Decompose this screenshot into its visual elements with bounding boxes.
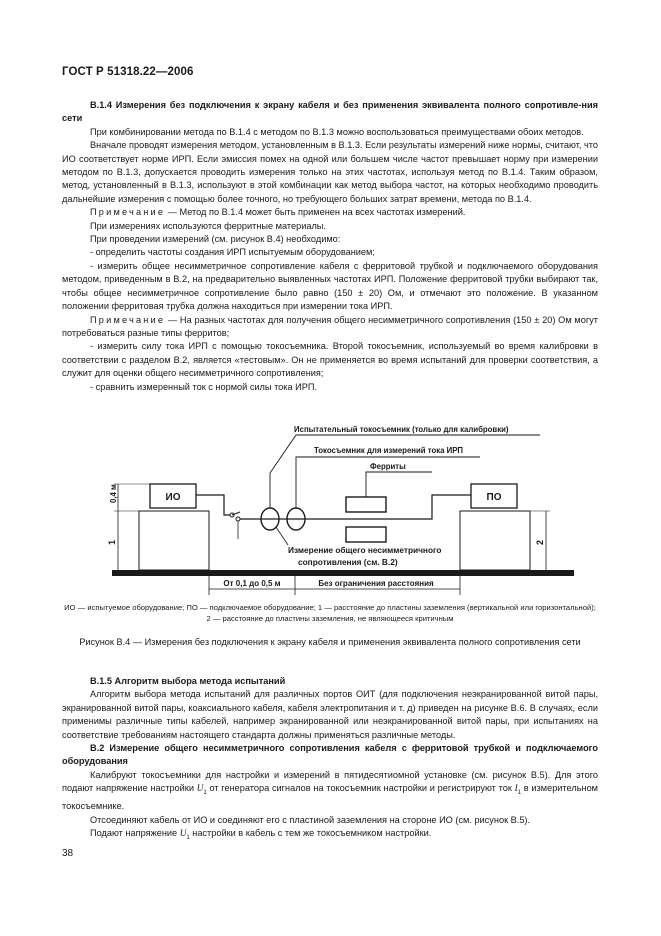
list-item: - сравнить измеренный ток с нормой силы тока ИРП.: [90, 381, 318, 392]
section-top: [62, 99, 598, 394]
list-item: - измерить общее несимметричное сопротивление кабеля с ферритовой трубкой и подключаемого оборудования методом, приведенным в В.2, на предварительно выявленных частотах ИРП. Положение ферритовой трубки выбирают так, чтобы общее несимметричное сопротивление было равно (150 ± 20) Ом, и отмечают это положение. В указанном положении ферритовая трубка должна находиться при измерении тока ИРП.: [62, 260, 598, 312]
paragraph: При измерениях используются ферритные материалы.: [90, 220, 326, 231]
page-number: 38: [62, 848, 74, 859]
eut-table: [139, 511, 209, 570]
section-bottom: [62, 675, 598, 846]
label-ferrites: Ферриты: [370, 462, 406, 471]
section-title-b14: В.1.4 Измерения без подключения к экрану кабеля и без применения эквивалента полного сопротивле-ния сети: [62, 100, 598, 124]
label-measurement-probe: Токосъемник для измерений тока ИРП: [314, 446, 464, 455]
document-header: ГОСТ Р 51318.22—2006: [62, 66, 194, 78]
ae-table: [460, 511, 530, 570]
figure-caption: Рисунок В.4 — Измерения без подключения к экрану кабеля и применения эквивалента полного сопротивления сети: [79, 637, 581, 647]
figure-legend: ИО — испытуемое оборудование; ПО — подключаемое оборудование; 1 — расстояние до пластины заземления (вертикальной или горизонтальной); 2 — расстояние до пластины заземления, не являющееся критичным: [64, 603, 596, 623]
section-title-b15: В.1.5 Алгоритм выбора метода испытаний: [90, 676, 286, 686]
note-label: Примечание: [90, 207, 166, 218]
cable-ae: [240, 495, 471, 519]
paragraph: Подают напряжение $U_1$ настройки в кабель с тем же токосъемником настройки.: [90, 828, 432, 842]
note-text: — Метод по В.1.4 может быть применен на всех частотах измерений.: [165, 207, 466, 218]
eut-label: ИО: [165, 492, 181, 503]
paragraph: При проведении измерений (см. рисунок В.4) необходимо:: [90, 234, 341, 245]
dim-2: 2: [535, 539, 545, 545]
dim-0-4m: 0,4 м: [109, 484, 118, 503]
label-impedance-line1: Измерение общего несимметричного: [288, 545, 442, 555]
paragraph: Вначале проводят измерения методом, установленным в В.1.3. Если результаты измерений ниже нормы, считают, что ИО соответствует норме ИРП. Если эмиссия помех на одной или большем числе частот превышает норму при измерении методом по В.1.3, допускается проводить измерения только на этих частотах, используя метод по В.1.4. Таким образом, метод, установленный в В.1.3, используют в этой комбинации как метод выбора частот, на которых необходимо проводить дальнейшие измерения с помощью более точного, но требующего больших затрат времени, метода по В.1.4.: [62, 140, 598, 204]
label-impedance-line2: сопротивления (см. В.2): [298, 557, 398, 567]
cable-eut: [196, 495, 234, 515]
note: [62, 314, 598, 341]
dim-range: От 0,1 до 0,5 м: [223, 579, 281, 588]
ferrite-top: [346, 497, 386, 512]
ground-plane: [112, 570, 574, 576]
list-item: - определить частоты создания ИРП испытуемым оборудованием;: [90, 247, 375, 258]
dim-1: 1: [107, 539, 117, 545]
ae-label: ПО: [486, 492, 502, 503]
list-item: - измерить силу тока ИРП с помощью токосъемника. Второй токосъемник, используемый во время калибровки в соответствии с разделом В.2, является «тестовым». Он не применяется во время испытаний для проверки соответствия, а служит для оценки общего несимметричного сопротивления;: [62, 341, 598, 379]
paragraph: Алгоритм выбора метода испытаний для различных портов ОИТ (для подключения неэкранированной витой пары, экранированной витой пары, коаксиального кабеля, кабеля электропитания и т. д) приведен на рисунке В.6. В случаях, если применимы различные типы кабелей, например экранированной или неэкранированной витой пары, при испытаниях на соответствие требованиям настоящего стандарта должны применяться различные методы.: [62, 689, 598, 740]
note-label: Примечание: [90, 314, 166, 325]
section-title-b2: В.2 Измерение общего несимметричного сопротивления кабеля с ферритовой трубкой и подключаемого оборудования: [62, 743, 598, 767]
note-text: — На разных частотах для получения общего несимметричного сопротивления (150 ± 20) Ом могут потребоваться разные типы ферритов;: [62, 314, 598, 338]
note: [62, 206, 598, 219]
ferrite-bottom: [346, 527, 386, 542]
paragraph: Отсоединяют кабель от ИО и соединяют его с пластиной заземления на стороне ИО (см. рисунок В.5).: [90, 814, 531, 825]
label-test-probe: Испытательный токосъемник (только для калибровки): [294, 425, 509, 434]
paragraph: При комбинировании метода по В.1.4 с методом по В.1.3 можно воспользоваться преимуществами обоих методов.: [90, 126, 584, 137]
dim-unlimited: Без ограничения расстояния: [318, 579, 434, 588]
paragraph: Калибруют токосъемники для настройки и измерений в пятидесятиомной установке (см. рисунок В.5). Для этого подают напряжение настройки $U_1$ от генератора сигналов на токосъемник настройки и регистрируют ток $I_1$ в измерительном токосъемнике.: [62, 769, 598, 812]
figure-b4-diagram: [62, 415, 598, 625]
